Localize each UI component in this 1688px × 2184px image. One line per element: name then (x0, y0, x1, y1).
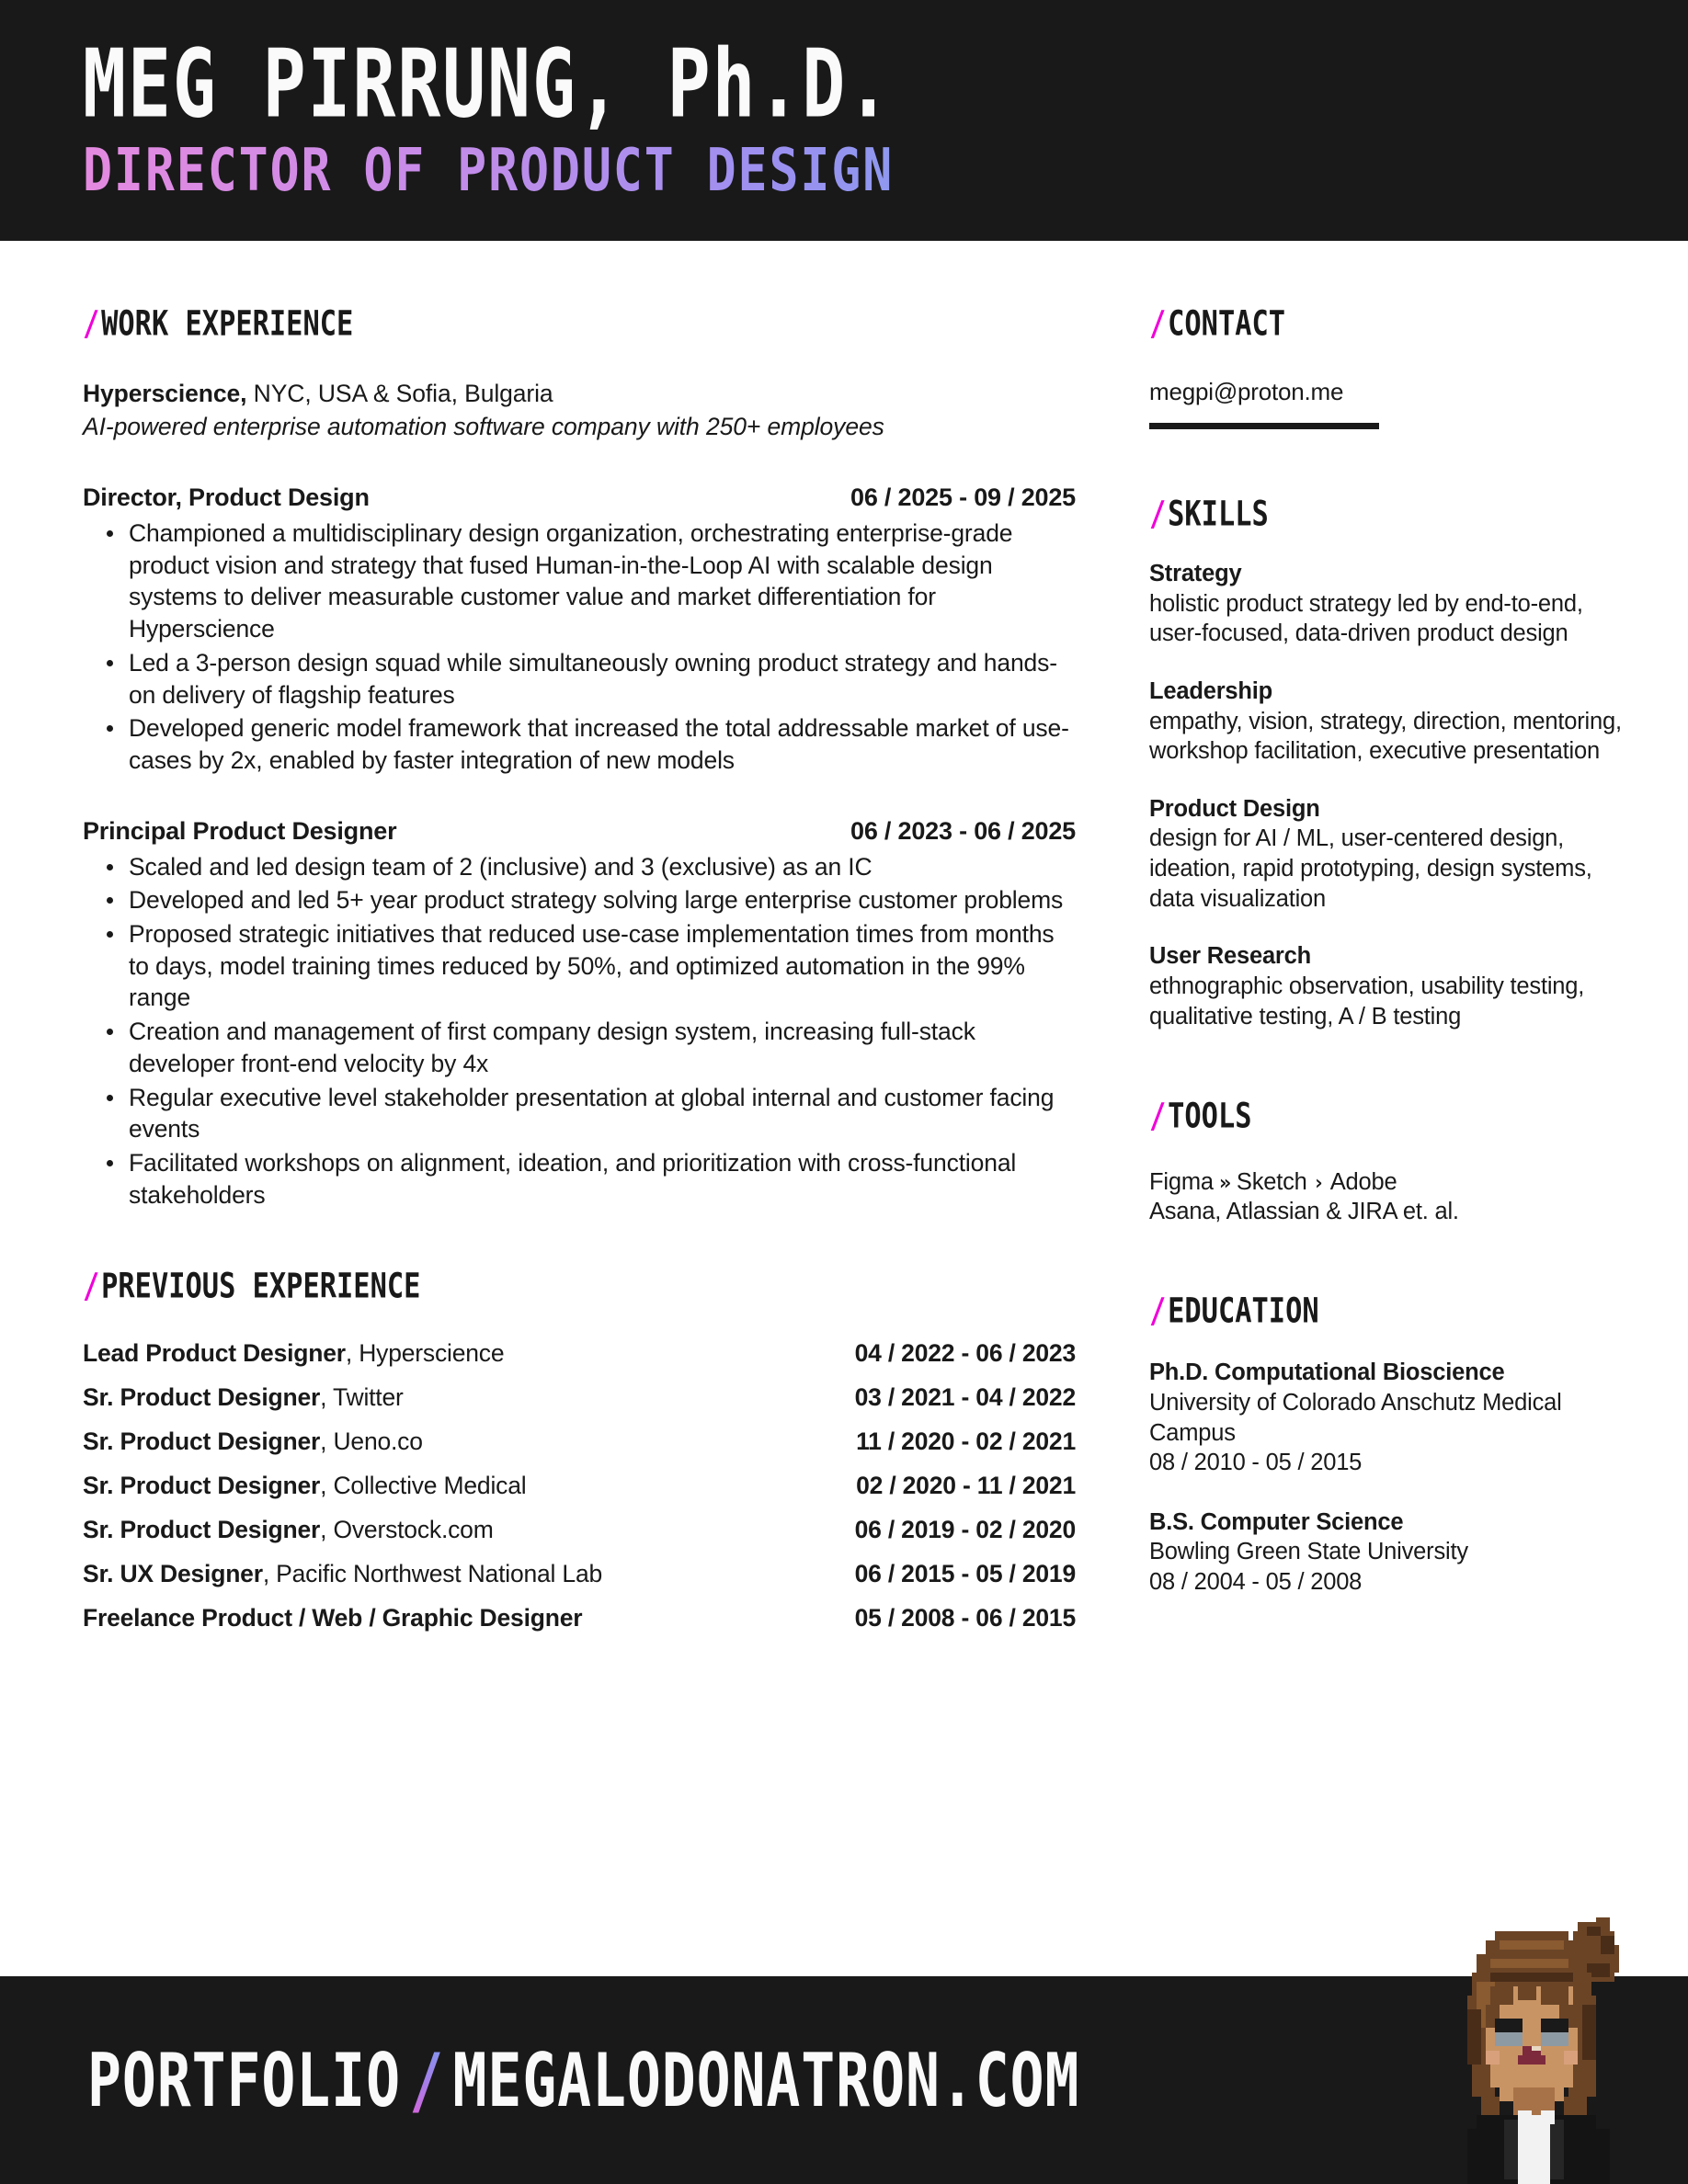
skill-group (1149, 794, 1624, 915)
education-dates: 08 / 2004 - 05 / 2008 (1149, 1569, 1363, 1596)
list-item: Regular executive level stakeholder presentation at global internal and customer facing events (127, 1082, 1076, 1145)
section-title: CONTACT (1168, 302, 1286, 344)
prev-role-title: Sr. Product Designer (83, 1515, 321, 1543)
company-line (83, 378, 1076, 411)
resume-header (0, 0, 1688, 241)
skill-description: holistic product strategy led by end-to-end, user-focused, data-driven product design (1149, 590, 1583, 647)
prev-role-company: , Hyperscience (345, 1338, 505, 1367)
tools-extra-line: Asana, Atlassian & JIRA et. al. (1149, 1198, 1459, 1224)
prev-role-title: Sr. Product Designer (83, 1427, 321, 1455)
prev-role-company: , Pacific Northwest National Lab (262, 1559, 603, 1587)
slash-icon: / (1149, 1291, 1167, 1331)
skill-description: design for AI / ML, user-centered design, ideation, rapid prototyping, design systems, data visualization (1149, 825, 1592, 912)
section-title: WORK EXPERIENCE (101, 302, 354, 344)
list-item: Championed a multidisciplinary design organization, orchestrating enterprise-grade product vision and strategy that fused Human-in-the-Loop AI with scalable design systems to deliver measurable customer value and market differentiation for Hyperscience (127, 518, 1076, 645)
education-entry (1149, 1358, 1624, 1478)
list-item: Scaled and led design team of 2 (inclusive) and 3 (exclusive) as an IC (127, 851, 1076, 883)
section-heading-education (1149, 1291, 1586, 1331)
role-dates: 06 / 2025 - 09 / 2025 (850, 483, 1076, 511)
resume-body (0, 241, 1688, 1976)
company-name: Hyperscience, (83, 380, 247, 407)
table-row (83, 1463, 1076, 1507)
table-cell-role (83, 1463, 780, 1507)
portfolio-link[interactable] (87, 2037, 1079, 2123)
education-degree: B.S. Computer Science (1149, 1508, 1404, 1535)
slash-icon: / (83, 302, 100, 344)
page-subtitle: DIRECTOR OF PRODUCT DESIGN (83, 142, 1608, 200)
table-row (83, 1507, 1076, 1552)
table-cell-dates: 02 / 2020 - 11 / 2021 (856, 1471, 1076, 1499)
main-column (83, 302, 1131, 1976)
table-cell-role (83, 1331, 780, 1375)
skill-group (1149, 559, 1624, 649)
table-cell-dates: 05 / 2008 - 06 / 2015 (854, 1603, 1076, 1632)
table-cell-dates: 06 / 2019 - 02 / 2020 (854, 1515, 1076, 1543)
skill-group (1149, 941, 1624, 1031)
role-title: Principal Product Designer (83, 816, 397, 845)
prev-role-title: Sr. UX Designer (83, 1559, 263, 1587)
table-cell-dates: 04 / 2022 - 06 / 2023 (854, 1338, 1076, 1367)
double-chevron-right-icon: » (1218, 1172, 1231, 1196)
role-bullet-list (83, 518, 1076, 777)
education-school: Bowling Green State University (1149, 1539, 1468, 1565)
role-row (83, 817, 1076, 846)
contact-email[interactable]: megpi@proton.me (1149, 378, 1344, 405)
slash-icon: / (1149, 302, 1167, 344)
divider (1149, 423, 1379, 429)
role-title: Director, Product Design (83, 483, 370, 511)
section-title: SKILLS (1168, 493, 1269, 534)
table-cell-role (83, 1596, 780, 1640)
section-title: PREVIOUS EXPERIENCE (101, 1266, 421, 1306)
education-dates: 08 / 2010 - 05 / 2015 (1149, 1450, 1363, 1476)
skill-name: User Research (1149, 943, 1312, 970)
table-row (83, 1596, 1076, 1640)
portfolio-url: MEGALODONATRON.COM (452, 2037, 1080, 2123)
sidebar-column (1131, 302, 1624, 1976)
table-cell-dates: 11 / 2020 - 02 / 2021 (856, 1427, 1076, 1455)
company-tagline: AI-powered enterprise automation software company with 250+ employees (83, 412, 884, 440)
skill-name: Leadership (1149, 677, 1273, 704)
list-item: Led a 3-person design squad while simultaneously owning product strategy and hands-on delivery of flagship features (127, 647, 1076, 711)
list-item: Developed and led 5+ year product strategy solving large enterprise customer problems (127, 884, 1076, 916)
previous-experience-table (83, 1331, 1076, 1640)
role-bullet-list (83, 851, 1076, 1211)
table-row (83, 1375, 1076, 1419)
slash-icon: / (1149, 1095, 1167, 1136)
slash-icon: / (1149, 493, 1167, 534)
prev-role-title: Sr. Product Designer (83, 1471, 321, 1499)
section-heading-skills (1149, 494, 1586, 534)
slash-icon: / (401, 2037, 452, 2123)
prev-role-company: , Ueno.co (320, 1427, 423, 1455)
prev-role-title: Lead Product Designer (83, 1338, 346, 1367)
skill-description: ethnographic observation, usability testing, qualitative testing, A / B testing (1149, 973, 1585, 1029)
section-heading-contact (1149, 303, 1586, 344)
page-title: MEG PIRRUNG, Ph.D. (83, 28, 893, 140)
section-heading-previous-experience (83, 1266, 997, 1306)
table-cell-role (83, 1507, 780, 1552)
tool-figma: Figma (1149, 1169, 1214, 1196)
slash-icon: / (83, 1266, 100, 1306)
role-dates: 06 / 2023 - 06 / 2025 (850, 816, 1076, 845)
section-title: EDUCATION (1168, 1291, 1319, 1331)
company-location: NYC, USA & Sofia, Bulgaria (246, 380, 553, 407)
list-item: Facilitated workshops on alignment, ideation, and prioritization with cross-functional stakeholders (127, 1147, 1076, 1211)
role-row (83, 483, 1076, 512)
education-degree: Ph.D. Computational Bioscience (1149, 1359, 1505, 1386)
education-school: University of Colorado Anschutz Medical Campus (1149, 1389, 1562, 1446)
prev-role-company: , Overstock.com (320, 1515, 494, 1543)
skill-group (1149, 677, 1624, 767)
table-cell-dates: 06 / 2015 - 05 / 2019 (854, 1559, 1076, 1587)
section-heading-tools (1149, 1096, 1586, 1136)
section-title: TOOLS (1168, 1095, 1252, 1136)
table-cell-role (83, 1419, 780, 1463)
prev-role-title: Freelance Product / Web / Graphic Designer (83, 1603, 583, 1632)
table-row (83, 1419, 1076, 1463)
table-row (83, 1552, 1076, 1596)
resume-footer (0, 1976, 1688, 2184)
tools-list (1149, 1168, 1624, 1226)
section-heading-work-experience (83, 303, 997, 344)
skill-description: empathy, vision, strategy, direction, mentoring, workshop facilitation, executive presentation (1149, 708, 1622, 765)
list-item: Creation and management of first company design system, increasing full-stack developer front-end velocity by 4x (127, 1016, 1076, 1079)
skill-name: Strategy (1149, 561, 1242, 586)
prev-role-title: Sr. Product Designer (83, 1382, 321, 1411)
portfolio-label: PORTFOLIO (87, 2037, 401, 2123)
prev-role-company: , Collective Medical (320, 1471, 527, 1499)
table-row (83, 1331, 1076, 1375)
list-item: Proposed strategic initiatives that reduced use-case implementation times from months to days, model training times reduced by 50%, and optimized automation in the 99% range (127, 918, 1076, 1014)
table-cell-role (83, 1552, 780, 1596)
table-cell-role (83, 1375, 780, 1419)
skill-name: Product Design (1149, 795, 1320, 822)
education-entry (1149, 1507, 1624, 1598)
prev-role-company: , Twitter (320, 1382, 404, 1411)
list-item: Developed generic model framework that increased the total addressable market of use-cases by 2x, enabled by faster integration of new models (127, 712, 1076, 776)
chevron-right-icon: › (1312, 1172, 1325, 1196)
table-cell-dates: 03 / 2021 - 04 / 2022 (854, 1382, 1076, 1411)
tool-sketch: Sketch (1236, 1169, 1307, 1196)
tool-adobe: Adobe (1329, 1169, 1397, 1196)
